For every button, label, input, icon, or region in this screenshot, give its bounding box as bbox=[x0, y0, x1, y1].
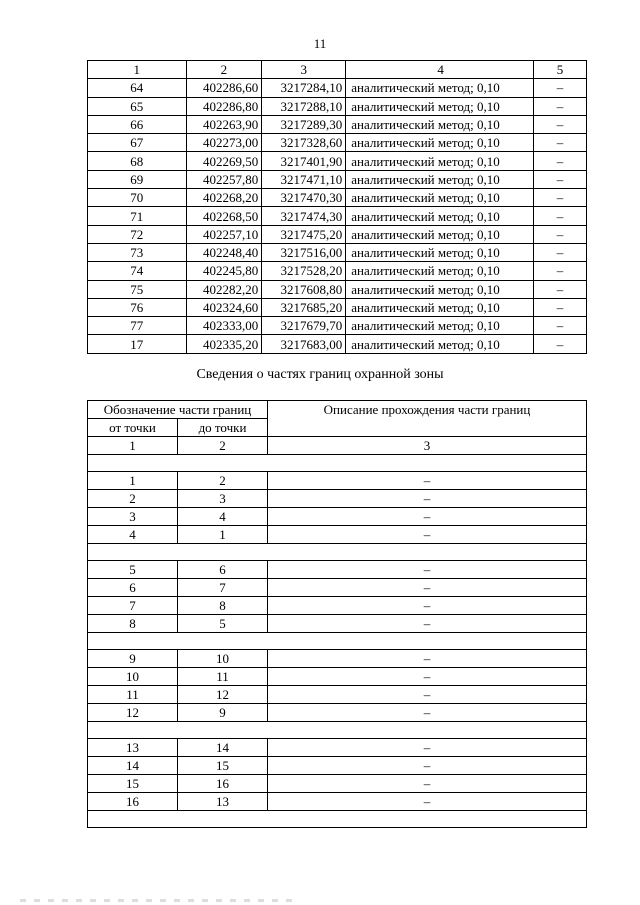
table-cell: 69 bbox=[88, 170, 187, 188]
table-cell: – bbox=[268, 597, 587, 615]
table-row bbox=[88, 317, 587, 335]
table-row bbox=[88, 526, 587, 544]
table-cell: 402333,00 bbox=[186, 317, 262, 335]
table-cell: 13 bbox=[88, 739, 178, 757]
column-header: 4 bbox=[346, 61, 534, 79]
table-cell: 3217475,20 bbox=[262, 225, 346, 243]
table-cell: 402335,20 bbox=[186, 335, 262, 353]
table-cell: – bbox=[534, 225, 587, 243]
table-row bbox=[88, 243, 587, 261]
table-cell: 71 bbox=[88, 207, 187, 225]
table-header-row bbox=[88, 437, 587, 455]
table-cell: – bbox=[268, 775, 587, 793]
table-cell: 402268,50 bbox=[186, 207, 262, 225]
coordinates-table-body bbox=[88, 79, 587, 353]
table-cell: – bbox=[534, 79, 587, 97]
table-cell: – bbox=[268, 472, 587, 490]
table-row bbox=[88, 134, 587, 152]
column-number: 3 bbox=[268, 437, 587, 455]
scan-artifact bbox=[20, 899, 300, 902]
table-cell: 3 bbox=[178, 490, 268, 508]
table-cell: – bbox=[534, 207, 587, 225]
table-cell: 68 bbox=[88, 152, 187, 170]
table-cell: – bbox=[534, 97, 587, 115]
table-cell: аналитический метод; 0,10 bbox=[346, 134, 534, 152]
table-cell: 402248,40 bbox=[186, 243, 262, 261]
table-cell: 3217471,10 bbox=[262, 170, 346, 188]
table-cell: 3217284,10 bbox=[262, 79, 346, 97]
table-cell: 74 bbox=[88, 262, 187, 280]
table-cell: 3217470,30 bbox=[262, 189, 346, 207]
table-cell: – bbox=[534, 317, 587, 335]
table-row bbox=[88, 597, 587, 615]
table-cell: 9 bbox=[88, 650, 178, 668]
column-header: 2 bbox=[186, 61, 262, 79]
table-row bbox=[88, 490, 587, 508]
table-cell: – bbox=[268, 579, 587, 597]
group-separator-row bbox=[88, 455, 587, 472]
table-cell: 402273,00 bbox=[186, 134, 262, 152]
table-header-row bbox=[88, 61, 587, 79]
table-cell: 12 bbox=[178, 686, 268, 704]
table-cell: – bbox=[268, 686, 587, 704]
table-row bbox=[88, 561, 587, 579]
table-cell: 3217328,60 bbox=[262, 134, 346, 152]
table-cell: 9 bbox=[178, 704, 268, 722]
table-header-row bbox=[88, 401, 587, 419]
table-cell: 17 bbox=[88, 335, 187, 353]
table-cell: – bbox=[534, 134, 587, 152]
group-separator-row bbox=[88, 811, 587, 828]
table-row bbox=[88, 793, 587, 811]
table-cell: 2 bbox=[178, 472, 268, 490]
table-cell: 77 bbox=[88, 317, 187, 335]
table-cell: 12 bbox=[88, 704, 178, 722]
table-cell: 3217401,90 bbox=[262, 152, 346, 170]
table-cell: – bbox=[534, 115, 587, 133]
column-header: до точки bbox=[178, 419, 268, 437]
table-cell: 3217288,10 bbox=[262, 97, 346, 115]
table-cell: – bbox=[534, 189, 587, 207]
table-cell: аналитический метод; 0,10 bbox=[346, 225, 534, 243]
table-cell: 64 bbox=[88, 79, 187, 97]
table-cell: 402257,10 bbox=[186, 225, 262, 243]
table-cell: аналитический метод; 0,10 bbox=[346, 317, 534, 335]
coordinates-table bbox=[87, 60, 587, 354]
table-cell: 1 bbox=[178, 526, 268, 544]
table-cell: 14 bbox=[178, 739, 268, 757]
table-cell: 67 bbox=[88, 134, 187, 152]
table-cell: – bbox=[268, 526, 587, 544]
table-row bbox=[88, 668, 587, 686]
table-cell: – bbox=[534, 280, 587, 298]
table-cell: – bbox=[534, 243, 587, 261]
table-cell: 4 bbox=[88, 526, 178, 544]
table-row bbox=[88, 189, 587, 207]
table-row bbox=[88, 335, 587, 353]
table-cell: 3217679,70 bbox=[262, 317, 346, 335]
table-cell: аналитический метод; 0,10 bbox=[346, 207, 534, 225]
table-cell: 402269,50 bbox=[186, 152, 262, 170]
table-cell: – bbox=[268, 561, 587, 579]
table-row bbox=[88, 579, 587, 597]
table-cell: – bbox=[534, 262, 587, 280]
table-cell: аналитический метод; 0,10 bbox=[346, 280, 534, 298]
group-separator-row bbox=[88, 544, 587, 561]
table-cell: 8 bbox=[178, 597, 268, 615]
table-cell: – bbox=[268, 508, 587, 526]
table-cell: аналитический метод; 0,10 bbox=[346, 335, 534, 353]
column-number: 2 bbox=[178, 437, 268, 455]
table-cell: 65 bbox=[88, 97, 187, 115]
table-cell: аналитический метод; 0,10 bbox=[346, 298, 534, 316]
column-header: 5 bbox=[534, 61, 587, 79]
table-cell: 2 bbox=[88, 490, 178, 508]
table-cell: аналитический метод; 0,10 bbox=[346, 97, 534, 115]
column-header: от точки bbox=[88, 419, 178, 437]
table-cell: 3217683,00 bbox=[262, 335, 346, 353]
table-cell: 402257,80 bbox=[186, 170, 262, 188]
boundary-parts-table bbox=[87, 400, 587, 828]
page-number: 11 bbox=[313, 36, 327, 51]
column-group-header: Обозначение части границ bbox=[88, 401, 268, 419]
table-row bbox=[88, 615, 587, 633]
table-row bbox=[88, 152, 587, 170]
table-cell: 15 bbox=[178, 757, 268, 775]
table-row bbox=[88, 686, 587, 704]
table-cell: 6 bbox=[88, 579, 178, 597]
table-cell: – bbox=[268, 739, 587, 757]
table-cell: 3217608,80 bbox=[262, 280, 346, 298]
table-cell: 3 bbox=[88, 508, 178, 526]
table-cell: 402268,20 bbox=[186, 189, 262, 207]
table-cell: – bbox=[268, 757, 587, 775]
table-cell: 66 bbox=[88, 115, 187, 133]
table-cell: 3217685,20 bbox=[262, 298, 346, 316]
table-cell: 13 bbox=[178, 793, 268, 811]
table-row bbox=[88, 650, 587, 668]
table-cell: 1 bbox=[88, 472, 178, 490]
table-cell: 402282,20 bbox=[186, 280, 262, 298]
table-cell: 3217516,00 bbox=[262, 243, 346, 261]
table-cell: 402245,80 bbox=[186, 262, 262, 280]
table-cell: 3217474,30 bbox=[262, 207, 346, 225]
table-row bbox=[88, 207, 587, 225]
table-cell: аналитический метод; 0,10 bbox=[346, 79, 534, 97]
table-cell: 5 bbox=[178, 615, 268, 633]
table-cell: – bbox=[534, 335, 587, 353]
table-cell: 7 bbox=[88, 597, 178, 615]
table-cell: 402263,90 bbox=[186, 115, 262, 133]
table-cell: 76 bbox=[88, 298, 187, 316]
table-cell: 5 bbox=[88, 561, 178, 579]
column-header: Описание прохождения части границ bbox=[268, 401, 587, 437]
table-cell: 3217289,30 bbox=[262, 115, 346, 133]
table-cell: – bbox=[534, 152, 587, 170]
table-row bbox=[88, 704, 587, 722]
group-separator-row bbox=[88, 633, 587, 650]
table-cell: 15 bbox=[88, 775, 178, 793]
table-cell: аналитический метод; 0,10 bbox=[346, 170, 534, 188]
table-row bbox=[88, 757, 587, 775]
table-cell: – bbox=[268, 615, 587, 633]
column-header: 3 bbox=[262, 61, 346, 79]
table-cell: 75 bbox=[88, 280, 187, 298]
table-cell: аналитический метод; 0,10 bbox=[346, 262, 534, 280]
table-cell: 7 bbox=[178, 579, 268, 597]
section-title: Сведения о частях границ охранной зоны bbox=[196, 367, 444, 382]
table-cell: аналитический метод; 0,10 bbox=[346, 189, 534, 207]
table-row bbox=[88, 97, 587, 115]
table-cell: 402286,60 bbox=[186, 79, 262, 97]
table-cell: 4 bbox=[178, 508, 268, 526]
boundary-parts-table-body bbox=[88, 455, 587, 828]
table-cell: 3217528,20 bbox=[262, 262, 346, 280]
table-row bbox=[88, 262, 587, 280]
table-cell: аналитический метод; 0,10 bbox=[346, 115, 534, 133]
table-cell: – bbox=[268, 490, 587, 508]
table-cell: 10 bbox=[88, 668, 178, 686]
table-cell: 402324,60 bbox=[186, 298, 262, 316]
table-cell: 72 bbox=[88, 225, 187, 243]
table-cell: – bbox=[268, 704, 587, 722]
table-cell: 70 bbox=[88, 189, 187, 207]
column-number: 1 bbox=[88, 437, 178, 455]
table-cell: 8 bbox=[88, 615, 178, 633]
table-row bbox=[88, 225, 587, 243]
table-row bbox=[88, 79, 587, 97]
table-cell: – bbox=[534, 298, 587, 316]
table-cell: аналитический метод; 0,10 bbox=[346, 243, 534, 261]
table-cell: – bbox=[268, 793, 587, 811]
column-header: 1 bbox=[88, 61, 187, 79]
table-row bbox=[88, 472, 587, 490]
table-row bbox=[88, 508, 587, 526]
table-row bbox=[88, 775, 587, 793]
table-cell: 16 bbox=[178, 775, 268, 793]
table-cell: 16 bbox=[88, 793, 178, 811]
group-separator-row bbox=[88, 722, 587, 739]
table-cell: 11 bbox=[178, 668, 268, 686]
table-cell: 6 bbox=[178, 561, 268, 579]
table-row bbox=[88, 170, 587, 188]
table-cell: – bbox=[268, 668, 587, 686]
table-cell: 402286,80 bbox=[186, 97, 262, 115]
table-row bbox=[88, 280, 587, 298]
table-cell: 10 bbox=[178, 650, 268, 668]
table-cell: – bbox=[268, 650, 587, 668]
table-cell: – bbox=[534, 170, 587, 188]
table-row bbox=[88, 739, 587, 757]
table-cell: аналитический метод; 0,10 bbox=[346, 152, 534, 170]
table-cell: 14 bbox=[88, 757, 178, 775]
table-cell: 11 bbox=[88, 686, 178, 704]
table-cell: 73 bbox=[88, 243, 187, 261]
table-row bbox=[88, 115, 587, 133]
table-row bbox=[88, 298, 587, 316]
